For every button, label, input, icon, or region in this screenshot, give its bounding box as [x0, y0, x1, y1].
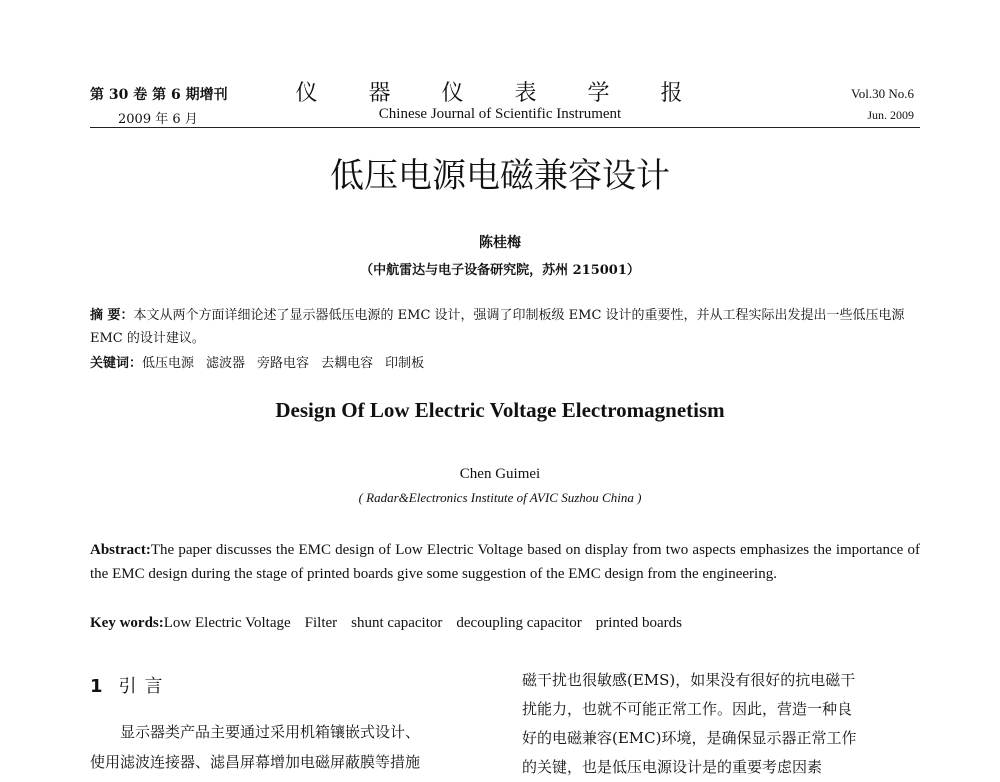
keyword-cn: 低压电源: [142, 356, 195, 371]
body-paragraph-line: 扰能力，也就不可能正常工作。因此，营造一种良: [522, 700, 853, 718]
keyword-en: printed boards: [595, 615, 682, 631]
header-rule: [90, 127, 920, 128]
author-cn: 陈桂梅: [479, 235, 521, 251]
abstract-en-label: Abstract:: [90, 542, 151, 558]
keyword-cn: 旁路电容: [257, 356, 310, 371]
abstract-en: [90, 538, 920, 586]
keywords-en-label: Key words:: [90, 615, 164, 631]
keyword-en: shunt capacitor: [351, 615, 443, 631]
keyword-cn: 印制板: [385, 356, 425, 371]
section-number: 1: [90, 676, 103, 697]
body-paragraph-line: 使用滤波连接器、滤昌屏幕增加电磁屏蔽膜等措施: [90, 753, 421, 771]
keyword-en: decoupling capacitor: [456, 615, 582, 631]
body-paragraph-line: 的关键，也是低压电源设计是的重要考虑因素: [522, 758, 823, 776]
paper-title-en: Design Of Low Electric Voltage Electromagnetism: [275, 398, 725, 422]
journal-name-en: Chinese Journal of Scientific Instrument: [378, 106, 622, 122]
author-en: Chen Guimei: [459, 466, 541, 482]
body-right-column: [522, 666, 920, 782]
journal-volume-en: Vol.30 No.6: [851, 86, 914, 101]
abstract-cn: [90, 304, 920, 350]
journal-name-cn: 仪 器 仪 表 学 报: [295, 81, 705, 106]
abstract-cn-label: 摘 要：: [90, 308, 134, 323]
affiliation-en: ( Radar&Electronics Institute of AVIC Suzhou China ): [358, 490, 642, 505]
keyword-en: Filter: [304, 615, 338, 631]
abstract-en-text: The paper discusses the EMC design of Low Electric Voltage based on display from two aspects emphasizes the importance of the EMC design during the stage of printed boards give some suggestion of the EMC design from the engineering.: [90, 542, 920, 582]
keywords-en: [90, 615, 920, 632]
section-heading: [90, 672, 171, 698]
body-paragraph-line: 显示器类产品主要通过采用机箱镶嵌式设计、: [120, 723, 421, 741]
keywords-cn: [90, 352, 920, 371]
journal-date-cn: 2009 年 6 月: [118, 112, 198, 127]
journal-date-en: Jun. 2009: [867, 108, 914, 122]
affiliation-cn: （中航雷达与电子设备研究院，苏州 215001）: [360, 263, 640, 278]
keyword-cn: 滤波器: [206, 356, 246, 371]
body-paragraph-line: 好的电磁兼容(EMC)环境，是确保显示器正常工作: [522, 729, 857, 747]
keywords-cn-label: 关键词：: [90, 356, 143, 371]
keyword-cn: 去耦电容: [321, 356, 374, 371]
paper-title-cn: 低压电源电磁兼容设计: [330, 156, 670, 196]
body-paragraph-line: 磁干扰也很敏感(EMS)，如果没有很好的抗电磁干: [522, 671, 856, 689]
body-left-column: [90, 717, 490, 777]
keyword-en: Low Electric Voltage: [163, 615, 291, 631]
section-title: 引言: [118, 676, 171, 697]
abstract-cn-text: 本文从两个方面详细论述了显示器低压电源的 EMC 设计，强调了印制板级 EMC 设计的重要性，并从工程实际出发提出一些低压电源 EMC 的设计建议。: [90, 308, 905, 346]
journal-volume-issue: 第 30 卷 第 6 期增刊: [90, 87, 228, 103]
